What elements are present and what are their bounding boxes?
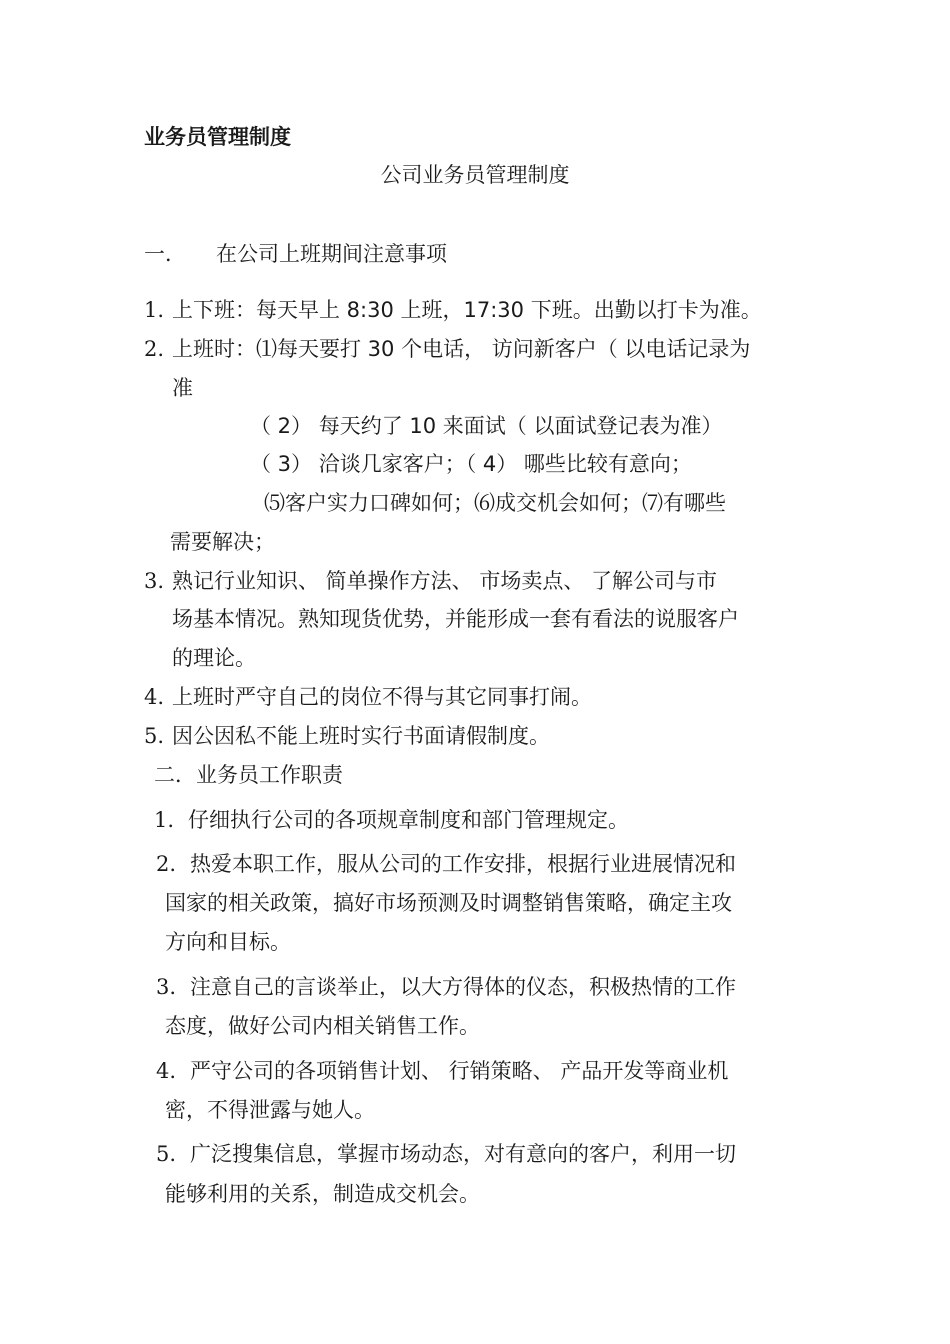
section2-item-4-line-1: 严守公司的各项销售计划、 行销策略、 产品开发等商业机: [190, 1059, 729, 1083]
section2-item-2-line-3: 方向和目标。: [165, 930, 291, 954]
section1-item-4-text: 上班时严守自己的岗位不得与其它同事打闹。: [172, 685, 592, 709]
section1-item-2-line-6: 需要解决；: [170, 530, 275, 554]
section1-item-2-line-3: （ 2） 每天约了 10 来面试（ 以面试登记表为准）: [250, 414, 723, 438]
section1-item-2-line-4: （ 3） 洽谈几家客户；（ 4） 哪些比较有意向；: [250, 452, 692, 476]
document-subtitle: 公司业务员管理制度: [380, 163, 570, 187]
section1-item-5-number: 5.: [144, 724, 165, 748]
section1-item-2: [144, 335, 750, 363]
section1-heading-text: 在公司上班期间注意事项: [216, 242, 447, 266]
section2-heading: 二．业务员工作职责: [154, 763, 343, 787]
section2-item-1-number: 1.: [154, 808, 175, 832]
section2-item-1: [154, 806, 629, 834]
section1-item-3-line-3: 的理论。: [172, 646, 256, 670]
section1-item-4-number: 4.: [144, 685, 165, 709]
section1-item-2-line-1: 上班时：⑴每天要打 30 个电话， 访问新客户（ 以电话记录为: [172, 337, 751, 361]
section2-item-2-line-2: 国家的相关政策，搞好市场预测及时调整销售策略，确定主攻: [165, 891, 732, 915]
section1-item-5: [144, 722, 550, 750]
section1-item-3-line-1: 熟记行业知识、 简单操作方法、 市场卖点、 了解公司与市: [172, 569, 718, 593]
section2-item-2-line-1: 热爱本职工作，服从公司的工作安排，根据行业进展情况和: [190, 852, 736, 876]
section2-item-5-line-2: 能够利用的关系，制造成交机会。: [165, 1182, 480, 1206]
section2-item-3: [156, 973, 736, 1001]
section2-item-4-line-2: 密，不得泄露与她人。: [165, 1098, 375, 1122]
section2-item-4-number: 4.: [156, 1059, 177, 1083]
section1-item-2-line-5: ⑸客户实力口碑如何；⑹成交机会如何；⑺有哪些: [264, 491, 726, 515]
section1-heading: [144, 240, 447, 268]
section1-item-4: [144, 683, 592, 711]
section2-item-3-number: 3.: [156, 975, 177, 999]
section2-item-3-line-2: 态度，做好公司内相关销售工作。: [165, 1014, 480, 1038]
section2-item-5: [156, 1140, 736, 1168]
section1-item-1-text: 上下班：每天早上 8:30 上班，17:30 下班。出勤以打卡为准。: [172, 298, 762, 322]
section2-item-1-text: 仔细执行公司的各项规章制度和部门管理规定。: [188, 808, 629, 832]
section1-item-3-number: 3.: [144, 569, 165, 593]
section1-item-2-line-2: 准: [172, 376, 193, 400]
section2-item-3-line-1: 注意自己的言谈举止，以大方得体的仪态，积极热情的工作: [190, 975, 736, 999]
section1-item-3: [144, 567, 717, 595]
section1-heading-number: 一．: [144, 242, 186, 266]
section2-item-2-number: 2.: [156, 852, 177, 876]
section1-item-1: [144, 296, 762, 324]
section1-item-3-line-2: 场基本情况。熟知现货优势，并能形成一套有看法的说服客户: [172, 607, 739, 631]
section1-item-2-number: 2.: [144, 337, 165, 361]
section2-item-5-line-1: 广泛搜集信息，掌握市场动态，对有意向的客户，利用一切: [190, 1142, 736, 1166]
document-title: 业务员管理制度: [144, 125, 291, 149]
section2-item-5-number: 5.: [156, 1142, 177, 1166]
section2-item-2: [156, 850, 736, 878]
section1-item-5-text: 因公因私不能上班时实行书面请假制度。: [172, 724, 550, 748]
section1-item-1-number: 1.: [144, 298, 165, 322]
section2-item-4: [156, 1057, 728, 1085]
